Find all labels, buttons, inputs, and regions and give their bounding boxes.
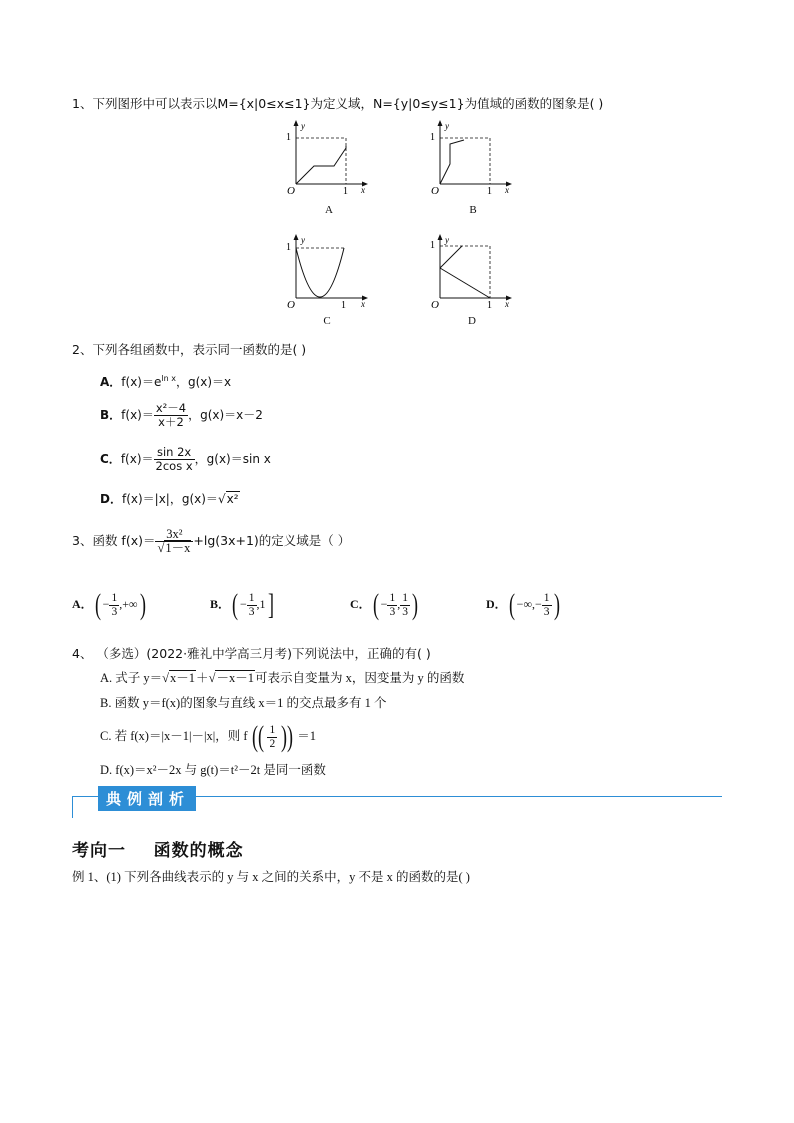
fraction-numerator: 1 bbox=[389, 591, 396, 604]
fraction-denominator: x＋2 bbox=[158, 415, 184, 429]
option-text: f(x)＝ bbox=[121, 408, 154, 422]
y-one-label: 1 bbox=[430, 132, 435, 143]
q3-stem: 3、函数 f(x)＝ $\frac{\text{3x²}}{√1-x}$ +lg(3x+1)的定义域是（ ） bbox=[72, 527, 351, 555]
example-1-stem: 例 1、(1) 下列各曲线表示的 y 与 x 之间的关系中，y 不是 x 的函数的是( ) bbox=[72, 870, 470, 884]
fraction-numerator: 3x² bbox=[155, 528, 193, 542]
fraction-numerator: 1 bbox=[402, 591, 408, 604]
option-letter: C． bbox=[100, 452, 121, 466]
radicand: x² bbox=[226, 492, 239, 506]
graph-b bbox=[426, 120, 518, 198]
fraction-denominator: 3 bbox=[402, 605, 408, 618]
graph-a-label: A bbox=[325, 204, 333, 216]
option-sign: − bbox=[102, 596, 110, 611]
q3-stem-post: +lg(3x+1)的定义域是（ ） bbox=[193, 533, 351, 548]
graph-b-label: B bbox=[469, 204, 477, 216]
origin-label: O bbox=[431, 185, 439, 197]
graph-c bbox=[282, 234, 372, 312]
option-text: ，g(x)＝sin x bbox=[194, 452, 271, 466]
radicand: x－1 bbox=[170, 671, 196, 685]
option-text: ，g(x)＝x－2 bbox=[188, 408, 263, 422]
option-letter: B． bbox=[100, 408, 122, 422]
radicand: －x－1 bbox=[216, 671, 254, 685]
option-text: −∞,− bbox=[516, 596, 542, 611]
fraction-denominator: 3 bbox=[248, 605, 255, 618]
origin-label: O bbox=[287, 299, 295, 311]
option-letter: A． bbox=[72, 596, 93, 611]
option-text: , bbox=[397, 596, 401, 611]
fraction-denominator: 1－x bbox=[165, 541, 191, 555]
fraction-numerator: 1 bbox=[248, 591, 255, 604]
q2-stem: 2、下列各组函数中，表示同一函数的是( ) bbox=[72, 342, 307, 357]
q3-stem-pre: 3、函数 f(x)＝ bbox=[72, 533, 156, 548]
option-text: f(x)＝ bbox=[120, 452, 154, 466]
option-text: f(x)＝|x|，g(x)＝ bbox=[121, 492, 218, 506]
x-one-label: 1 bbox=[341, 300, 346, 311]
option-letter: C． bbox=[350, 596, 371, 611]
fraction-denominator: 3 bbox=[389, 605, 396, 618]
y-one-label: 1 bbox=[286, 132, 291, 143]
option-text: ,+∞ bbox=[119, 596, 138, 611]
fraction-numerator: 1 bbox=[269, 723, 276, 736]
option-text: ＋ bbox=[196, 671, 209, 685]
option-sign: − bbox=[240, 596, 247, 611]
banner-left-tick bbox=[72, 796, 73, 818]
x-axis-label: x bbox=[361, 299, 365, 309]
x-axis-label: x bbox=[505, 299, 509, 309]
fraction-denominator: 2cos x bbox=[155, 459, 193, 473]
y-axis-label: y bbox=[301, 235, 305, 245]
fraction-denominator: 3 bbox=[543, 605, 550, 618]
q3-option-a: A．( − $\frac{1}{3}$ ,+∞) bbox=[72, 588, 146, 621]
option-text: 可表示自变量为 x，因变量为 y 的函数 bbox=[254, 671, 465, 685]
section-title: 考向一 函数的概念 bbox=[72, 841, 244, 861]
origin-label: O bbox=[431, 299, 439, 311]
q4-option-a: A. 式子 y＝√x－1＋√－x－1可表示自变量为 x，因变量为 y 的函数 bbox=[100, 671, 465, 685]
q4-option-c: C. 若 f(x)＝|x－1|－|x|，则 f (( $\frac{1}{2}$ )) ＝1 bbox=[100, 720, 316, 754]
option-text: f(x)＝e bbox=[121, 375, 162, 389]
graph-a bbox=[282, 120, 372, 198]
y-axis-label: y bbox=[301, 121, 305, 131]
fraction-numerator: 1 bbox=[543, 591, 550, 604]
q2-option-c bbox=[100, 446, 271, 473]
option-text: ，g(x)＝x bbox=[175, 375, 232, 389]
fraction-denominator: 2 bbox=[269, 737, 276, 750]
origin-label: O bbox=[287, 185, 295, 197]
fraction-numerator: 1 bbox=[111, 591, 118, 604]
option-letter: D． bbox=[100, 492, 122, 506]
fraction-denominator: 3 bbox=[111, 605, 118, 618]
y-one-label: 1 bbox=[286, 242, 291, 253]
option-letter: A． bbox=[100, 375, 122, 389]
graph-c-label: C bbox=[323, 315, 331, 327]
x-axis-label: x bbox=[505, 185, 509, 195]
option-letter: D． bbox=[486, 596, 507, 611]
q1-stem: 1、下列图形中可以表示以M={x|0≤x≤1}为定义域，N={y|0≤y≤1}为值域的函数的图象是( ) bbox=[72, 96, 604, 111]
x-one-label: 1 bbox=[343, 186, 348, 197]
graph-d bbox=[426, 234, 518, 312]
q4-option-d: D. f(x)＝x²－2x 与 g(t)＝t²－2t 是同一函数 bbox=[100, 763, 326, 777]
x-one-label: 1 bbox=[487, 300, 492, 311]
graph-d-label: D bbox=[468, 315, 476, 327]
fraction-numerator: x²－4 bbox=[155, 401, 187, 415]
option-text: A. 式子 y＝ bbox=[100, 671, 163, 685]
q2-option-d: D．f(x)＝|x|，g(x)＝√x² bbox=[100, 492, 239, 506]
option-text: C. 若 f(x)＝|x－1|－|x|，则 f bbox=[100, 729, 248, 743]
x-one-label: 1 bbox=[487, 186, 492, 197]
q2-option-b bbox=[100, 402, 263, 429]
y-one-label: 1 bbox=[430, 240, 435, 251]
y-axis-label: y bbox=[445, 235, 449, 245]
q4-stem: 4、 （多选）(2022·雅礼中学高三月考)下列说法中，正确的有( ) bbox=[72, 646, 431, 661]
y-axis-label: y bbox=[445, 121, 449, 131]
option-exponent: ln x bbox=[161, 374, 176, 383]
banner-title: 典例剖析 bbox=[98, 786, 196, 811]
option-text: ,1 bbox=[256, 596, 266, 611]
option-sign: − bbox=[380, 596, 388, 611]
option-text: ＝1 bbox=[297, 729, 316, 743]
fraction-numerator: sin 2x bbox=[154, 446, 195, 460]
q2-option-a bbox=[100, 373, 231, 390]
option-letter: B． bbox=[210, 596, 231, 611]
q3-option-d: D．( −∞,− $\frac{1}{3}$ ) bbox=[486, 588, 560, 621]
x-axis-label: x bbox=[361, 185, 365, 195]
q3-option-c: C．( − $\frac{1}{3}$ , $\frac{1}{3}$ ) bbox=[350, 588, 418, 621]
q3-option-b: B．( − $\frac{1}{3}$ ,1] bbox=[210, 588, 274, 621]
q4-option-b: B. 函数 y＝f(x)的图象与直线 x＝1 的交点最多有 1 个 bbox=[100, 696, 387, 710]
